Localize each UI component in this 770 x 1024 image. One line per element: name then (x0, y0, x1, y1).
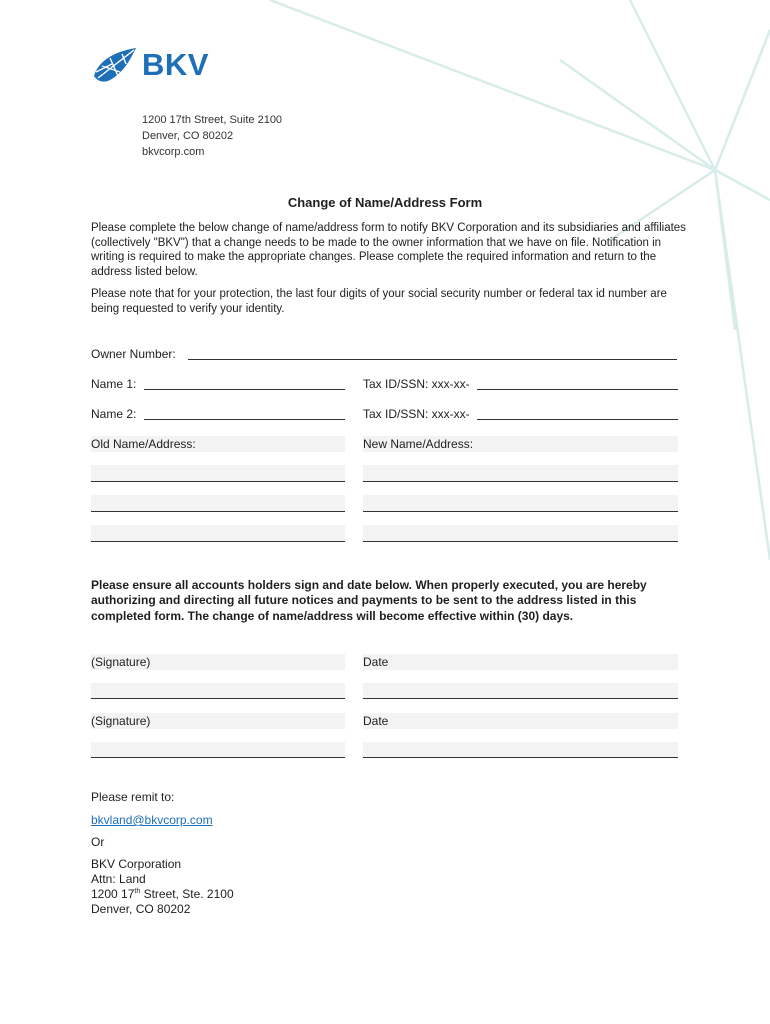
remit-street-sup: th (134, 888, 141, 895)
remit-address (91, 857, 234, 917)
remit-city: Denver, CO 80202 (91, 902, 191, 916)
address-line-1: 1200 17th Street, Suite 2100 (142, 114, 283, 126)
name2-label: Name 2: (91, 407, 137, 421)
old-address-shade-2 (91, 495, 345, 511)
remit-street-rest: Street, Ste. 2100 (140, 887, 234, 901)
old-address-line-2[interactable] (91, 511, 345, 512)
signature-field-2[interactable] (91, 757, 345, 758)
old-address-line-1[interactable] (91, 481, 345, 482)
old-address-line-3[interactable] (91, 541, 345, 542)
date-label-1: Date (363, 655, 389, 669)
remit-email-link[interactable]: bkvland@bkvcorp.com (91, 813, 213, 827)
new-address-shade-2 (363, 495, 678, 511)
tax-id-field-2[interactable] (477, 419, 678, 420)
tax-id-field-1[interactable] (477, 389, 678, 390)
date-shade-2 (363, 713, 678, 729)
bkv-logo-icon (90, 46, 138, 84)
signature-shade-1b (91, 683, 345, 699)
company-address (142, 112, 282, 160)
owner-number-label: Owner Number: (91, 347, 176, 361)
company-website: bkvcorp.com (142, 146, 205, 158)
owner-number-field[interactable] (188, 359, 677, 360)
tax-id-label-2: Tax ID/SSN: xxx-xx- (363, 407, 470, 421)
signature-shade-2b (91, 742, 345, 758)
new-address-label: New Name/Address: (363, 437, 474, 451)
old-address-label: Old Name/Address: (91, 437, 196, 451)
date-field-1[interactable] (363, 698, 678, 699)
remit-or: Or (91, 835, 105, 849)
date-label-2: Date (363, 714, 389, 728)
name2-field[interactable] (144, 419, 345, 420)
signature-field-1[interactable] (91, 698, 345, 699)
name1-label: Name 1: (91, 377, 137, 391)
remit-street-number: 1200 17 (91, 887, 135, 901)
bkv-logo (90, 46, 209, 84)
date-shade-1 (363, 654, 678, 670)
address-line-2: Denver, CO 80202 (142, 130, 234, 142)
new-address-line-2[interactable] (363, 511, 678, 512)
new-address-line-1[interactable] (363, 481, 678, 482)
new-address-shade-3 (363, 525, 678, 541)
new-address-shade-1 (363, 465, 678, 481)
date-shade-1b (363, 683, 678, 699)
page-title: Change of Name/Address Form (287, 195, 483, 210)
authorization-text: Please ensure all accounts holders sign and date below. When properly executed, you are hereby authorizing and directing all future notices and payments to be sent to the address listed in this completed form. The change of name/address will become effective within (30) days. (91, 578, 647, 623)
remit-attn: Attn: Land (91, 872, 146, 886)
tax-id-label-1: Tax ID/SSN: xxx-xx- (363, 377, 470, 391)
signature-label-2: (Signature) (91, 714, 151, 728)
logo-text: BKV (142, 47, 209, 82)
new-address-line-3[interactable] (363, 541, 678, 542)
old-address-shade-3 (91, 525, 345, 541)
name1-field[interactable] (144, 389, 345, 390)
date-field-2[interactable] (363, 757, 678, 758)
remit-heading: Please remit to: (91, 790, 175, 804)
signature-label-1: (Signature) (91, 655, 151, 669)
intro-paragraph: Please complete the below change of name/address form to notify BKV Corporation and its subsidiaries and affiliates (collectively "BKV") that a change needs to be made to the owner information that we have on file. Notification in writing is required to make the appropriate changes. Please complete the required information and return to the address listed below. (91, 222, 686, 279)
remit-street (91, 887, 234, 902)
date-shade-2b (363, 742, 678, 758)
old-address-shade-1 (91, 465, 345, 481)
privacy-note: Please note that for your protection, the last four digits of your social security number or federal tax id number are being requested to verify your identity. (91, 288, 667, 315)
remit-company: BKV Corporation (91, 857, 182, 871)
